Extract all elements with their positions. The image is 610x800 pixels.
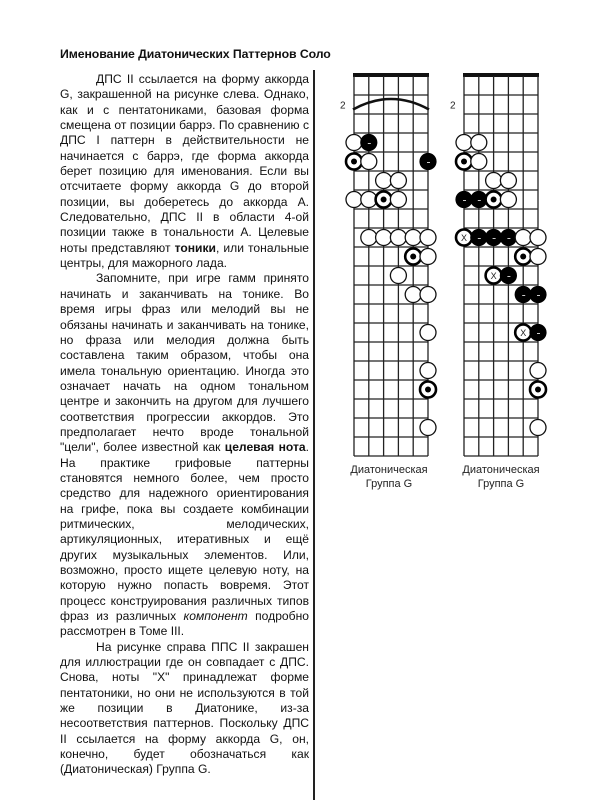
paragraph-1-text: ДПС II ссылается на форму аккорда G, закрашенной на рисунке слева. Однако, как и с пентатониками, базовая форма смещена от позиции баррэ. По сравнению с ДПС I паттерн в действительности не начинается с баррэ, где форма аккорда берет позицию для именования. Если вы отсчитаете форму аккорда G до второй позиции, вы доберетесь до аккорда A. Следовательно, ДПС II в области 4-ой позиции также в тональности A. Целевые ноты представляют <box>60 72 309 255</box>
note-root-icon <box>486 192 502 208</box>
note-filled-icon <box>361 135 377 151</box>
bold-term-tonics: тоники <box>174 240 216 255</box>
note-root-icon <box>456 154 472 170</box>
paragraph-2-tail: подробно рассмотрен в Томе III. <box>60 609 309 639</box>
diagram-left-caption <box>334 463 444 491</box>
note-root-icon <box>405 249 421 265</box>
note-open-icon <box>390 268 406 284</box>
caption-line-1: Диатоническая <box>462 464 540 476</box>
position-label: 2 <box>450 100 456 112</box>
note-open-icon <box>420 249 436 265</box>
note-open-icon <box>376 173 392 189</box>
caption-line-2: Группа G <box>477 478 525 490</box>
note-filled-icon <box>486 230 502 246</box>
note-open-icon <box>420 230 436 246</box>
note-open-icon <box>456 135 472 151</box>
note-open-icon <box>346 192 362 208</box>
note-open-icon <box>405 287 421 303</box>
note-open-icon <box>486 173 502 189</box>
note-open-icon <box>420 325 436 341</box>
caption-line-1: Диатоническая <box>350 464 428 476</box>
note-open-icon <box>390 230 406 246</box>
note-filled-icon <box>530 287 546 303</box>
paragraph-3: На рисунке справа ППС II закрашен для иллюстрации где он совпадает с ДПС. Снова, ноты "X" принадлежат форме пентатоники, но они не используются в той же позиции в Диатонике, из-за несоответствия паттернов. Поскольку ДПС II ссылается на форму аккорда G, он, конечно, будет обозначаться как (Диатоническая) Группа G. <box>60 639 309 777</box>
note-filled-icon <box>471 230 487 246</box>
page-title: Именование Диатонических Паттернов Соло <box>60 47 331 61</box>
note-root-icon <box>515 249 531 265</box>
note-filled-icon <box>500 230 516 246</box>
note-open-icon <box>500 173 516 189</box>
note-x-icon <box>515 325 531 341</box>
paragraph-2-text: Запомните, при игре гамм принято начинать и заканчивать на тонике. Во время игры фраз или мелодий вы не обязаны начинать и заканчивать на тонике, но фраза или мелодия должна быть составлена таким образом, чтобы она имела тональную ориентацию. Иногда это означает начать на одном тональном центре и закончить на другом для лучшего соответствия прогрессии аккордов. Это предполагает нечто вроде тональной "цели", более известной как <box>60 271 309 455</box>
note-open-icon <box>530 249 546 265</box>
svg-text:X: X <box>460 233 468 243</box>
note-open-icon <box>420 420 436 436</box>
note-root-icon <box>530 382 546 398</box>
paragraph-1-tail: , или тональные центры, для мажорного лада. <box>60 240 309 271</box>
caption-line-2: Группа G <box>365 478 413 490</box>
note-open-icon <box>530 420 546 436</box>
paragraph-2 <box>60 271 309 639</box>
note-filled-icon <box>456 192 472 208</box>
italic-term-components: компонент <box>183 609 248 624</box>
note-filled-icon <box>500 268 516 284</box>
fretboard-diagram-right <box>446 70 556 475</box>
bold-term-target-note: целевая нота <box>224 440 306 455</box>
note-open-icon <box>530 363 546 379</box>
note-root-icon <box>420 382 436 398</box>
note-open-icon <box>346 135 362 151</box>
note-filled-icon <box>420 154 436 170</box>
note-open-icon <box>405 230 421 246</box>
position-label: 2 <box>340 100 346 112</box>
note-filled-icon <box>530 325 546 341</box>
paragraph-2-mid: . На практике грифовые паттерны становятся немного более, чем просто средство для надежного ориентирования на грифе, пока вы создаете комбинации ритмических, мелодических, артикуляционных, итеративных и ещё других музыкальных элементов. Или, возможно, просто ищете целевую ноту, на которую нужно попасть вовремя. Этот процесс конструирования различных типов фраз из различных <box>60 440 309 624</box>
note-x-icon <box>486 268 502 284</box>
column-divider <box>313 70 315 800</box>
barre-arc-icon <box>353 99 429 110</box>
note-x-icon <box>456 230 472 246</box>
note-open-icon <box>376 230 392 246</box>
note-open-icon <box>390 192 406 208</box>
paragraph-1 <box>60 72 309 271</box>
diagram-right-caption <box>446 463 556 491</box>
body-text <box>60 72 309 778</box>
note-root-icon <box>376 192 392 208</box>
note-open-icon <box>500 192 516 208</box>
note-open-icon <box>420 287 436 303</box>
note-open-icon <box>530 230 546 246</box>
note-open-icon <box>515 230 531 246</box>
note-open-icon <box>361 230 377 246</box>
svg-text:X: X <box>520 328 527 338</box>
fretboard-diagram-left <box>336 70 446 475</box>
note-open-icon <box>420 363 436 379</box>
svg-text:X: X <box>490 271 497 281</box>
note-open-icon <box>361 154 377 170</box>
note-open-icon <box>471 154 487 170</box>
note-filled-icon <box>515 287 531 303</box>
note-open-icon <box>471 135 487 151</box>
note-root-icon <box>346 154 362 170</box>
note-open-icon <box>390 173 406 189</box>
